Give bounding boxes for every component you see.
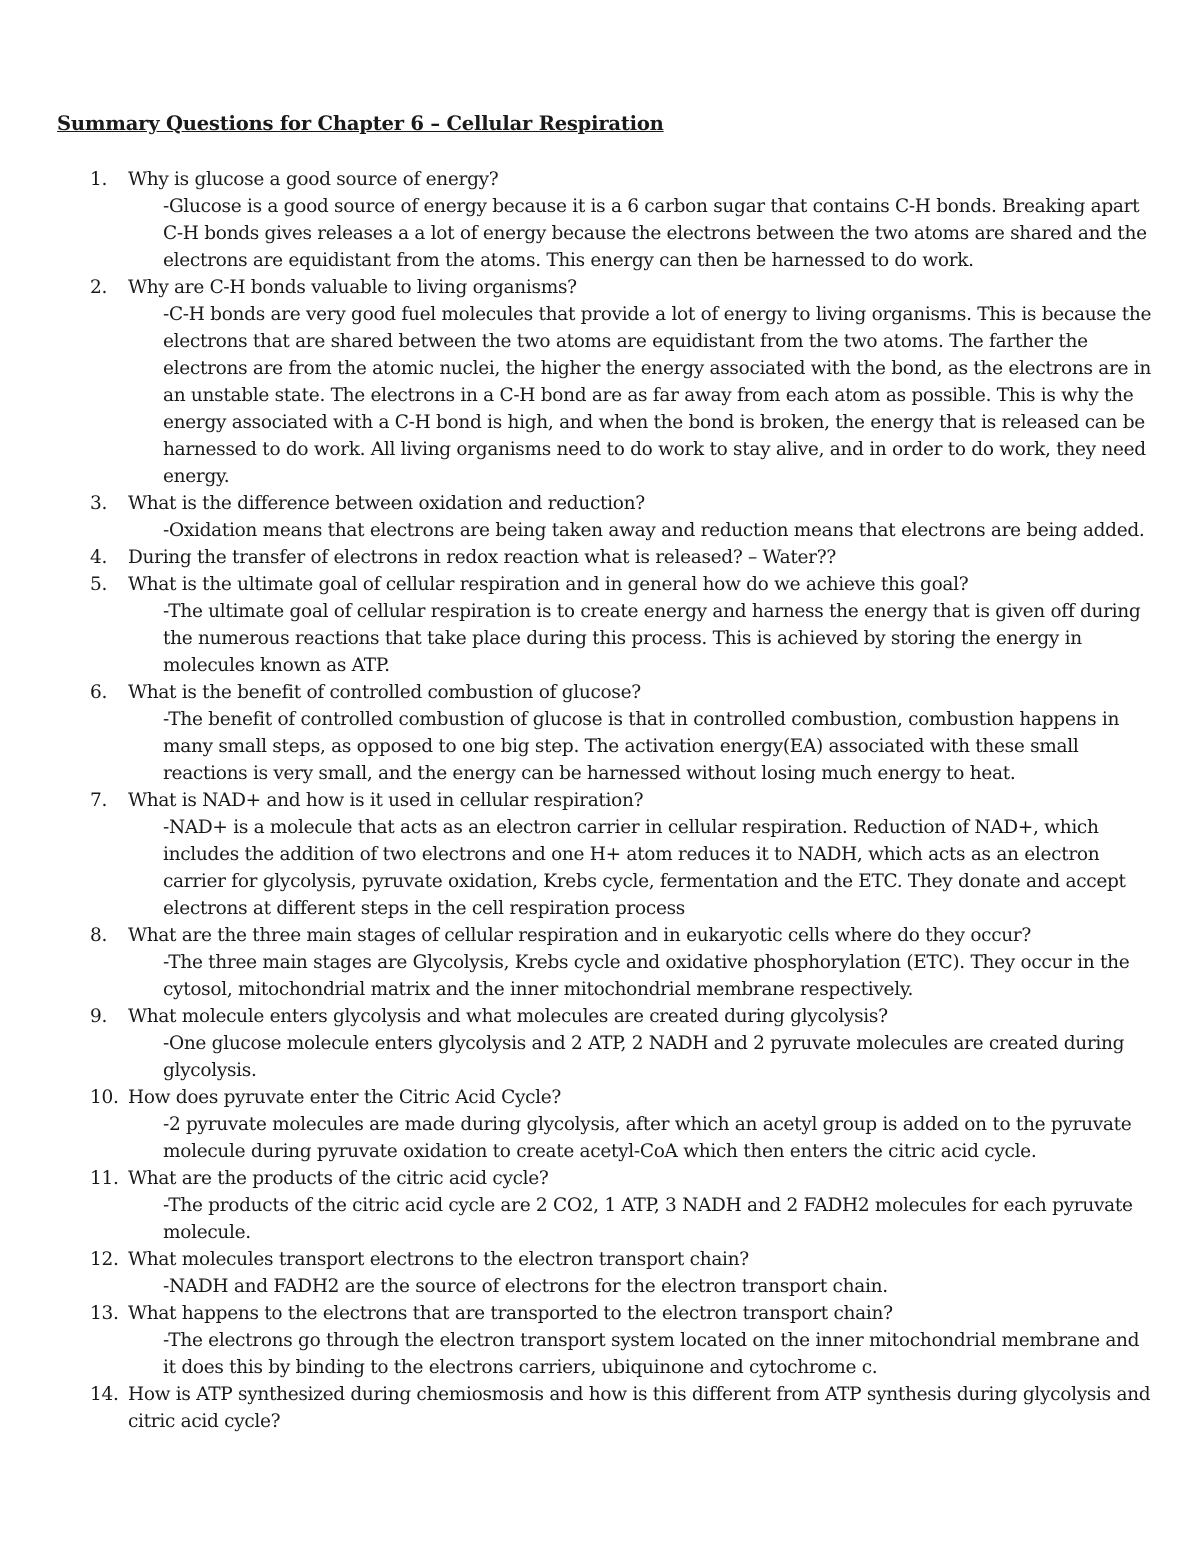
question-text: What is the ultimate goal of cellular respiration and in general how do we achieve this goal? — [128, 574, 969, 595]
question-item — [90, 1300, 1155, 1381]
question-item — [90, 1165, 1155, 1246]
question-item — [90, 571, 1155, 679]
answer-text: -Glucose is a good source of energy because it is a 6 carbon sugar that contains C-H bonds. Breaking apart C-H bonds gives releases a a lot of energy because the electrons between the two atoms are shared and the electrons are equidistant from the atoms. This energy can then be harnessed to do work. — [163, 196, 1147, 271]
question-list — [90, 166, 1155, 1435]
question-number: 1. — [90, 169, 108, 190]
question-item — [90, 166, 1155, 274]
question-item — [90, 1246, 1155, 1300]
question-text: What are the products of the citric acid cycle? — [128, 1168, 549, 1189]
question-text: During the transfer of electrons in redox reaction what is released? – Water?? — [128, 547, 836, 568]
question-item — [90, 1381, 1155, 1435]
question-number: 11. — [90, 1168, 119, 1189]
question-text: What is the benefit of controlled combustion of glucose? — [128, 682, 641, 703]
question-item — [90, 1003, 1155, 1084]
question-text: How does pyruvate enter the Citric Acid Cycle? — [128, 1087, 562, 1108]
question-item — [90, 544, 1155, 571]
question-text: What molecules transport electrons to the electron transport chain? — [128, 1249, 749, 1270]
answer-text: -The ultimate goal of cellular respiration is to create energy and harness the energy that is given off during the numerous reactions that take place during this process. This is achieved by storing the energy in molecules known as ATP. — [163, 601, 1141, 676]
question-number: 9. — [90, 1006, 108, 1027]
answer-text: -One glucose molecule enters glycolysis and 2 ATP, 2 NADH and 2 pyruvate molecules are created during glycolysis. — [163, 1033, 1125, 1081]
document-title: Summary Questions for Chapter 6 – Cellular Respiration — [57, 112, 664, 135]
question-item — [90, 490, 1155, 544]
question-number: 6. — [90, 682, 108, 703]
question-number: 7. — [90, 790, 108, 811]
question-item — [90, 922, 1155, 1003]
question-item — [90, 679, 1155, 787]
question-number: 8. — [90, 925, 108, 946]
answer-text: -The electrons go through the electron transport system located on the inner mitochondrial membrane and it does this by binding to the electrons carriers, ubiquinone and cytochrome c. — [163, 1330, 1140, 1378]
answer-text: -Oxidation means that electrons are being taken away and reduction means that electrons are being added. — [163, 520, 1145, 541]
question-number: 5. — [90, 574, 108, 595]
question-number: 10. — [90, 1087, 119, 1108]
question-number: 4. — [90, 547, 108, 568]
question-text: How is ATP synthesized during chemiosmosis and how is this different from ATP synthesis during glycolysis and citric acid cycle? — [128, 1384, 1151, 1432]
question-text: What is NAD+ and how is it used in cellular respiration? — [128, 790, 644, 811]
answer-text: -The products of the citric acid cycle are 2 CO2, 1 ATP, 3 NADH and 2 FADH2 molecules for each pyruvate molecule. — [163, 1195, 1133, 1243]
question-number: 13. — [90, 1303, 119, 1324]
question-text: What molecule enters glycolysis and what molecules are created during glycolysis? — [128, 1006, 888, 1027]
question-text: Why is glucose a good source of energy? — [128, 169, 499, 190]
question-item — [90, 1084, 1155, 1165]
question-item — [90, 787, 1155, 922]
question-text: What happens to the electrons that are transported to the electron transport chain? — [128, 1303, 893, 1324]
question-number: 2. — [90, 277, 108, 298]
answer-text: -The three main stages are Glycolysis, Krebs cycle and oxidative phosphorylation (ETC). They occur in the cytosol, mitochondrial matrix and the inner mitochondrial membrane respectively. — [163, 952, 1130, 1000]
answer-text: -The benefit of controlled combustion of glucose is that in controlled combustion, combustion happens in many small steps, as opposed to one big step. The activation energy(EA) associated with these small reactions is very small, and the energy can be harnessed without losing much energy to heat. — [163, 709, 1120, 784]
question-text: What is the difference between oxidation and reduction? — [128, 493, 645, 514]
answer-text: -2 pyruvate molecules are made during glycolysis, after which an acetyl group is added on to the pyruvate molecule during pyruvate oxidation to create acetyl-CoA which then enters the citric acid cycle. — [163, 1114, 1132, 1162]
answer-text: -C-H bonds are very good fuel molecules that provide a lot of energy to living organisms. This is because the electrons that are shared between the two atoms are equidistant from the two atoms. The farther the electrons are from the atomic nuclei, the higher the energy associated with the bond, as the electrons are in an unstable state. The electrons in a C-H bond are as far away from each atom as possible. This is why the energy associated with a C-H bond is high, and when the bond is broken, the energy that is released can be harnessed to do work. All living organisms need to do work to stay alive, and in order to do work, they need energy. — [163, 304, 1152, 487]
question-number: 12. — [90, 1249, 119, 1270]
question-text: What are the three main stages of cellular respiration and in eukaryotic cells where do they occur? — [128, 925, 1032, 946]
answer-text: -NAD+ is a molecule that acts as an electron carrier in cellular respiration. Reduction of NAD+, which includes the addition of two electrons and one H+ atom reduces it to NADH, which acts as an electron carrier for glycolysis, pyruvate oxidation, Krebs cycle, fermentation and the ETC. They donate and accept electrons at different steps in the cell respiration process — [163, 817, 1126, 919]
question-number: 14. — [90, 1384, 119, 1405]
question-text: Why are C-H bonds valuable to living organisms? — [128, 277, 577, 298]
question-number: 3. — [90, 493, 108, 514]
answer-text: -NADH and FADH2 are the source of electrons for the electron transport chain. — [163, 1276, 888, 1297]
question-item — [90, 274, 1155, 490]
